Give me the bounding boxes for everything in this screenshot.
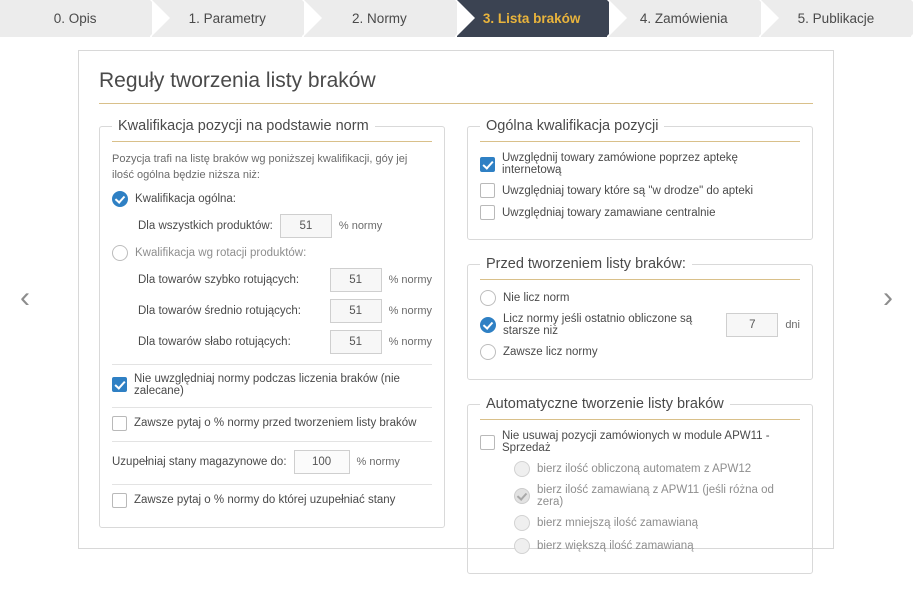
checkbox-online-pharmacy-label: Uwzględnij towary zamówione poprzez aptekę internetową — [502, 152, 738, 176]
auto-creation-legend-divider — [480, 419, 800, 420]
chevron-left-icon[interactable]: ‹ — [20, 281, 30, 314]
all-products-label: Dla wszystkich produktów: — [138, 219, 273, 232]
rules-panel — [78, 50, 834, 552]
page-title: Reguły tworzenia listy braków — [99, 69, 376, 92]
slow-rotation-input[interactable] — [330, 330, 382, 354]
radio-count-if-older-label: Licz normy jeśli ostatnio obliczone są starsze niż — [503, 313, 693, 337]
radio-auto-qty-apw12-label: bierz ilość obliczoną automatem z APW12 — [537, 463, 752, 475]
qualification-divider-3 — [112, 441, 432, 442]
checkbox-online-pharmacy-control[interactable] — [480, 157, 495, 172]
days-threshold-input[interactable] — [726, 313, 778, 337]
medium-rotation-label: Dla towarów średnio rotujących: — [138, 304, 301, 317]
radio-general-qualification[interactable] — [112, 191, 432, 207]
radio-general-qualification-label: Kwalifikacja ogólna: — [135, 192, 237, 205]
radio-always-count-label: Zawsze licz normy — [503, 346, 598, 358]
checkbox-central-orders-control[interactable] — [480, 205, 495, 220]
radio-auto-qty-larger[interactable] — [480, 538, 800, 554]
wizard-step-1-label: 1. Parametry — [188, 11, 266, 26]
left-column — [99, 118, 445, 590]
radio-count-if-older[interactable] — [480, 313, 800, 337]
qualification-group — [99, 118, 445, 528]
qualification-legend: Kwalifikacja pozycji na podstawie norm — [118, 118, 369, 134]
radio-auto-qty-apw12-control[interactable] — [514, 461, 530, 477]
medium-rotation-input[interactable] — [330, 299, 382, 323]
before-creation-group — [467, 256, 813, 380]
qualification-divider-2 — [112, 407, 432, 408]
wizard-step-1[interactable] — [152, 0, 302, 37]
radio-auto-qty-smaller-control[interactable] — [514, 515, 530, 531]
checkbox-in-transit-control[interactable] — [480, 183, 495, 198]
chevron-right-icon[interactable]: › — [883, 281, 893, 314]
checkbox-keep-ordered-control[interactable] — [480, 435, 495, 450]
qualification-hint: Pozycja trafi na listę braków wg poniższej kwalifikacji, góy jej ilość ogólna będzie niższa niż: — [112, 153, 408, 181]
wizard-step-2-label: 2. Normy — [352, 11, 407, 26]
days-threshold-unit: dni — [785, 319, 800, 331]
radio-auto-qty-smaller[interactable] — [480, 515, 800, 531]
radio-no-count[interactable] — [480, 290, 800, 306]
wizard-step-5[interactable] — [761, 0, 911, 37]
radio-auto-qty-apw12[interactable] — [480, 461, 800, 477]
slow-rotation-label: Dla towarów słabo rotujących: — [138, 335, 291, 348]
replenish-input[interactable] — [294, 450, 350, 474]
qualification-divider-4 — [112, 484, 432, 485]
checkbox-keep-ordered-label: Nie usuwaj pozycji zamówionych w module APW11 - Sprzedaż — [502, 430, 770, 454]
checkbox-always-ask-norm-label: Zawsze pytaj o % normy przed tworzeniem listy braków — [134, 417, 417, 430]
slow-rotation-row — [112, 330, 432, 354]
checkbox-central-orders[interactable] — [480, 205, 800, 220]
slow-rotation-unit: % normy — [388, 335, 432, 348]
all-products-input[interactable] — [280, 214, 332, 238]
general-qualification-legend-divider — [480, 141, 800, 142]
wizard-step-0[interactable] — [0, 0, 150, 37]
radio-auto-qty-smaller-label: bierz mniejszą ilość zamawianą — [537, 517, 699, 529]
radio-rotation-qualification-label: Kwalifikacja wg rotacji produktów: — [135, 246, 307, 259]
radio-auto-qty-apw11-label: bierz ilość zamawianą z APW11 (jeśli różna od zera) — [537, 484, 774, 508]
radio-rotation-qualification[interactable] — [112, 245, 432, 261]
before-creation-legend-divider — [480, 279, 800, 280]
radio-general-qualification-control[interactable] — [112, 191, 128, 207]
checkbox-online-pharmacy[interactable] — [480, 152, 800, 176]
radio-no-count-label: Nie licz norm — [503, 292, 570, 304]
checkbox-ignore-norms[interactable] — [112, 373, 432, 397]
radio-auto-qty-larger-label: bierz większą ilość zamawianą — [537, 540, 694, 552]
replenish-label: Uzupełniaj stany magazynowe do: — [112, 455, 287, 468]
fast-rotation-input[interactable] — [330, 268, 382, 292]
checkbox-always-ask-replenish-control[interactable] — [112, 493, 127, 508]
radio-auto-qty-apw11-control[interactable] — [514, 488, 530, 504]
general-qualification-legend: Ogólna kwalifikacja pozycji — [486, 118, 659, 134]
wizard-step-4[interactable] — [609, 0, 759, 37]
wizard-step-2[interactable] — [304, 0, 454, 37]
checkbox-always-ask-replenish[interactable] — [112, 493, 432, 508]
checkbox-central-orders-label: Uwzględniaj towary zamawiane centralnie — [502, 206, 716, 219]
medium-rotation-row — [112, 299, 432, 323]
checkbox-always-ask-replenish-label: Zawsze pytaj o % normy do której uzupełniać stany — [134, 494, 396, 507]
checkbox-always-ask-norm[interactable] — [112, 416, 432, 431]
checkbox-ignore-norms-label: Nie uwzględniaj normy podczas liczenia braków (nie zalecane) — [134, 372, 400, 397]
radio-auto-qty-larger-control[interactable] — [514, 538, 530, 554]
radio-count-if-older-control[interactable] — [480, 317, 496, 333]
checkbox-ignore-norms-control[interactable] — [112, 377, 127, 392]
wizard-step-4-label: 4. Zamówienia — [639, 11, 728, 26]
wizard-step-3[interactable] — [457, 0, 607, 37]
qualification-legend-divider — [112, 141, 432, 142]
all-products-row — [112, 214, 432, 238]
radio-rotation-qualification-control[interactable] — [112, 245, 128, 261]
wizard-steps — [0, 0, 913, 37]
before-creation-legend: Przed tworzeniem listy braków: — [486, 256, 686, 272]
wizard-step-3-label: 3. Lista braków — [482, 11, 581, 26]
fast-rotation-row — [112, 268, 432, 292]
auto-creation-legend: Automatyczne tworzenie listy braków — [486, 396, 724, 412]
checkbox-in-transit[interactable] — [480, 183, 800, 198]
fast-rotation-unit: % normy — [388, 273, 432, 286]
all-products-unit: % normy — [338, 219, 383, 232]
replenish-unit: % normy — [356, 455, 400, 468]
checkbox-keep-ordered[interactable] — [480, 430, 800, 454]
right-column — [467, 118, 813, 590]
auto-creation-group — [467, 396, 813, 574]
general-qualification-group — [467, 118, 813, 240]
fast-rotation-label: Dla towarów szybko rotujących: — [138, 273, 300, 286]
replenish-row — [112, 450, 432, 474]
radio-no-count-control[interactable] — [480, 290, 496, 306]
radio-auto-qty-apw11[interactable] — [480, 484, 800, 508]
wizard-step-0-label: 0. Opis — [53, 11, 97, 26]
title-divider — [99, 103, 813, 104]
checkbox-in-transit-label: Uwzględniaj towary które są "w drodze" do apteki — [502, 184, 754, 197]
wizard-step-5-label: 5. Publikacje — [797, 11, 875, 26]
medium-rotation-unit: % normy — [388, 304, 432, 317]
radio-always-count-control[interactable] — [480, 344, 496, 360]
radio-always-count[interactable] — [480, 344, 800, 360]
checkbox-always-ask-norm-control[interactable] — [112, 416, 127, 431]
panel-columns — [79, 118, 833, 590]
qualification-divider-1 — [112, 364, 432, 365]
